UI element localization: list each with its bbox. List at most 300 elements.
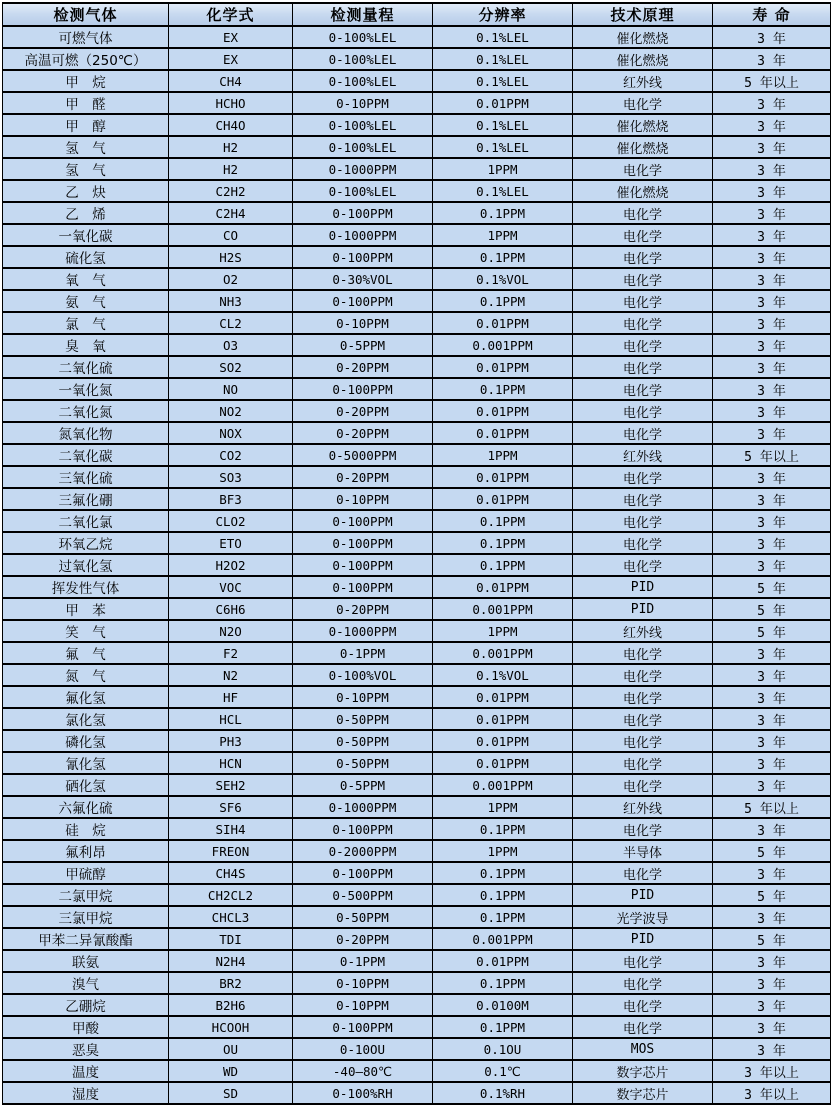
principle-cell: 电化学	[573, 664, 713, 686]
range-cell: 0-100%LEL	[293, 180, 433, 202]
table-row	[3, 180, 831, 202]
lifespan-cell: 3 年	[713, 26, 831, 48]
range-cell: 0-1PPM	[293, 950, 433, 972]
formula-cell: N2	[169, 664, 293, 686]
table-row	[3, 334, 831, 356]
resolution-cell: 1PPM	[433, 224, 573, 246]
gas-name-cell: 氰化氢	[3, 752, 169, 774]
principle-cell: PID	[573, 598, 713, 620]
gas-name-cell: 可燃气体	[3, 26, 169, 48]
lifespan-cell: 3 年	[713, 180, 831, 202]
resolution-cell: 1PPM	[433, 444, 573, 466]
lifespan-cell: 3 年	[713, 950, 831, 972]
table-row	[3, 752, 831, 774]
formula-cell: BR2	[169, 972, 293, 994]
range-cell: 0-10PPM	[293, 312, 433, 334]
gas-name-cell: 氧 气	[3, 268, 169, 290]
table-row	[3, 796, 831, 818]
lifespan-cell: 3 年	[713, 510, 831, 532]
lifespan-cell: 3 年	[713, 972, 831, 994]
gas-name-cell: 二氧化碳	[3, 444, 169, 466]
resolution-cell: 0.1PPM	[433, 906, 573, 928]
range-cell: 0-100%LEL	[293, 136, 433, 158]
range-cell: 0-1000PPM	[293, 620, 433, 642]
lifespan-cell: 3 年	[713, 554, 831, 576]
principle-cell: PID	[573, 576, 713, 598]
principle-cell: PID	[573, 884, 713, 906]
resolution-cell: 0.1PPM	[433, 884, 573, 906]
lifespan-cell: 5 年	[713, 840, 831, 862]
lifespan-cell: 5 年以上	[713, 70, 831, 92]
gas-name-cell: 湿度	[3, 1082, 169, 1104]
gas-name-cell: 甲苯二异氰酸酯	[3, 928, 169, 950]
formula-cell: O2	[169, 268, 293, 290]
lifespan-cell: 5 年	[713, 884, 831, 906]
principle-cell: 电化学	[573, 334, 713, 356]
lifespan-cell: 3 年	[713, 906, 831, 928]
resolution-cell: 0.1PPM	[433, 378, 573, 400]
principle-cell: 电化学	[573, 422, 713, 444]
lifespan-cell: 3 年	[713, 730, 831, 752]
formula-cell: HCN	[169, 752, 293, 774]
gas-name-cell: 氢 气	[3, 158, 169, 180]
table-header	[3, 3, 831, 26]
formula-cell: NO	[169, 378, 293, 400]
resolution-cell: 0.01PPM	[433, 752, 573, 774]
range-cell: 0-100PPM	[293, 862, 433, 884]
gas-name-cell: 笑 气	[3, 620, 169, 642]
principle-cell: 催化燃烧	[573, 136, 713, 158]
principle-cell: MOS	[573, 1038, 713, 1060]
lifespan-cell: 3 年	[713, 752, 831, 774]
formula-cell: H2	[169, 158, 293, 180]
principle-cell: 电化学	[573, 1016, 713, 1038]
range-cell: 0-30%VOL	[293, 268, 433, 290]
lifespan-cell: 5 年	[713, 576, 831, 598]
formula-cell: SO2	[169, 356, 293, 378]
resolution-cell: 0.01PPM	[433, 400, 573, 422]
range-cell: 0-100%LEL	[293, 114, 433, 136]
gas-name-cell: 氯化氢	[3, 708, 169, 730]
resolution-cell: 1PPM	[433, 620, 573, 642]
resolution-cell: 0.1%LEL	[433, 114, 573, 136]
formula-cell: FREON	[169, 840, 293, 862]
range-cell: 0-20PPM	[293, 928, 433, 950]
gas-name-cell: 溴气	[3, 972, 169, 994]
principle-cell: 数字芯片	[573, 1060, 713, 1082]
lifespan-cell: 5 年以上	[713, 444, 831, 466]
lifespan-cell: 3 年	[713, 994, 831, 1016]
table-row	[3, 730, 831, 752]
table-row	[3, 114, 831, 136]
gas-name-cell: 三氯甲烷	[3, 906, 169, 928]
column-header-formula: 化学式	[169, 3, 293, 26]
range-cell: 0-10PPM	[293, 972, 433, 994]
resolution-cell: 0.1PPM	[433, 554, 573, 576]
formula-cell: H2O2	[169, 554, 293, 576]
table-row	[3, 1038, 831, 1060]
principle-cell: 电化学	[573, 510, 713, 532]
formula-cell: CO	[169, 224, 293, 246]
formula-cell: WD	[169, 1060, 293, 1082]
lifespan-cell: 3 年	[713, 532, 831, 554]
formula-cell: HF	[169, 686, 293, 708]
formula-cell: EX	[169, 48, 293, 70]
range-cell: 0-1000PPM	[293, 796, 433, 818]
gas-name-cell: 三氟化硼	[3, 488, 169, 510]
resolution-cell: 0.01PPM	[433, 950, 573, 972]
resolution-cell: 0.1%VOL	[433, 664, 573, 686]
column-header-principle: 技术原理	[573, 3, 713, 26]
principle-cell: 电化学	[573, 224, 713, 246]
table-row	[3, 202, 831, 224]
lifespan-cell: 3 年	[713, 202, 831, 224]
gas-name-cell: 高温可燃（250℃）	[3, 48, 169, 70]
resolution-cell: 0.01PPM	[433, 708, 573, 730]
gas-name-cell: 氮氧化物	[3, 422, 169, 444]
table-row	[3, 664, 831, 686]
formula-cell: EX	[169, 26, 293, 48]
table-row	[3, 70, 831, 92]
gas-name-cell: 乙硼烷	[3, 994, 169, 1016]
principle-cell: 电化学	[573, 400, 713, 422]
gas-name-cell: 二氧化氯	[3, 510, 169, 532]
resolution-cell: 0.1%LEL	[433, 48, 573, 70]
gas-name-cell: 二氧化硫	[3, 356, 169, 378]
gas-name-cell: 乙 烯	[3, 202, 169, 224]
formula-cell: N2H4	[169, 950, 293, 972]
lifespan-cell: 3 年	[713, 1016, 831, 1038]
lifespan-cell: 3 年	[713, 136, 831, 158]
formula-cell: C2H2	[169, 180, 293, 202]
gas-name-cell: 硫化氢	[3, 246, 169, 268]
formula-cell: NOX	[169, 422, 293, 444]
table-row	[3, 246, 831, 268]
range-cell: 0-100PPM	[293, 290, 433, 312]
range-cell: 0-1PPM	[293, 642, 433, 664]
range-cell: 0-100%LEL	[293, 48, 433, 70]
lifespan-cell: 3 年	[713, 862, 831, 884]
gas-name-cell: 磷化氢	[3, 730, 169, 752]
principle-cell: 电化学	[573, 752, 713, 774]
formula-cell: SIH4	[169, 818, 293, 840]
table-row	[3, 554, 831, 576]
range-cell: 0-100PPM	[293, 202, 433, 224]
range-cell: 0-5000PPM	[293, 444, 433, 466]
resolution-cell: 0.1%LEL	[433, 136, 573, 158]
table-row	[3, 928, 831, 950]
formula-cell: C2H4	[169, 202, 293, 224]
principle-cell: 催化燃烧	[573, 48, 713, 70]
range-cell: 0-10PPM	[293, 994, 433, 1016]
table-row	[3, 576, 831, 598]
range-cell: 0-20PPM	[293, 356, 433, 378]
resolution-cell: 0.1PPM	[433, 862, 573, 884]
range-cell: 0-10PPM	[293, 488, 433, 510]
formula-cell: SEH2	[169, 774, 293, 796]
range-cell: 0-100%LEL	[293, 70, 433, 92]
table-row	[3, 224, 831, 246]
gas-name-cell: 甲 醛	[3, 92, 169, 114]
table-row	[3, 48, 831, 70]
gas-name-cell: 联氨	[3, 950, 169, 972]
range-cell: 0-1000PPM	[293, 158, 433, 180]
principle-cell: 红外线	[573, 444, 713, 466]
table-row	[3, 1082, 831, 1104]
table-row	[3, 994, 831, 1016]
lifespan-cell: 3 年	[713, 708, 831, 730]
range-cell: 0-10PPM	[293, 686, 433, 708]
range-cell: 0-50PPM	[293, 752, 433, 774]
lifespan-cell: 3 年	[713, 422, 831, 444]
table-row	[3, 818, 831, 840]
principle-cell: 数字芯片	[573, 1082, 713, 1104]
lifespan-cell: 3 年	[713, 686, 831, 708]
range-cell: 0-100%RH	[293, 1082, 433, 1104]
resolution-cell: 0.1%LEL	[433, 70, 573, 92]
resolution-cell: 0.1OU	[433, 1038, 573, 1060]
resolution-cell: 0.01PPM	[433, 92, 573, 114]
resolution-cell: 0.1PPM	[433, 290, 573, 312]
resolution-cell: 0.01PPM	[433, 466, 573, 488]
principle-cell: 电化学	[573, 554, 713, 576]
lifespan-cell: 3 年	[713, 356, 831, 378]
formula-cell: PH3	[169, 730, 293, 752]
resolution-cell: 0.01PPM	[433, 730, 573, 752]
gas-name-cell: 二氯甲烷	[3, 884, 169, 906]
lifespan-cell: 3 年	[713, 290, 831, 312]
lifespan-cell: 3 年	[713, 334, 831, 356]
range-cell: 0-100%LEL	[293, 26, 433, 48]
principle-cell: 电化学	[573, 202, 713, 224]
range-cell: 0-20PPM	[293, 422, 433, 444]
gas-name-cell: 二氧化氮	[3, 400, 169, 422]
gas-name-cell: 氮 气	[3, 664, 169, 686]
gas-name-cell: 温度	[3, 1060, 169, 1082]
lifespan-cell: 5 年	[713, 598, 831, 620]
resolution-cell: 0.1PPM	[433, 972, 573, 994]
formula-cell: CH4	[169, 70, 293, 92]
range-cell: 0-10PPM	[293, 92, 433, 114]
gas-name-cell: 甲硫醇	[3, 862, 169, 884]
principle-cell: 电化学	[573, 730, 713, 752]
principle-cell: 电化学	[573, 290, 713, 312]
gas-name-cell: 氟 气	[3, 642, 169, 664]
lifespan-cell: 3 年	[713, 1038, 831, 1060]
formula-cell: SF6	[169, 796, 293, 818]
resolution-cell: 0.1PPM	[433, 246, 573, 268]
lifespan-cell: 5 年	[713, 928, 831, 950]
formula-cell: HCL	[169, 708, 293, 730]
gas-name-cell: 乙 炔	[3, 180, 169, 202]
range-cell: 0-50PPM	[293, 906, 433, 928]
gas-name-cell: 恶臭	[3, 1038, 169, 1060]
principle-cell: 电化学	[573, 532, 713, 554]
principle-cell: 电化学	[573, 862, 713, 884]
column-header-gas: 检测气体	[3, 3, 169, 26]
table-row	[3, 510, 831, 532]
column-header-range: 检测量程	[293, 3, 433, 26]
gas-name-cell: 氢 气	[3, 136, 169, 158]
range-cell: 0-100PPM	[293, 510, 433, 532]
formula-cell: H2	[169, 136, 293, 158]
lifespan-cell: 3 年	[713, 400, 831, 422]
range-cell: 0-2000PPM	[293, 840, 433, 862]
principle-cell: 催化燃烧	[573, 180, 713, 202]
table-row	[3, 840, 831, 862]
principle-cell: PID	[573, 928, 713, 950]
resolution-cell: 0.1PPM	[433, 818, 573, 840]
lifespan-cell: 5 年	[713, 620, 831, 642]
range-cell: 0-100PPM	[293, 554, 433, 576]
range-cell: 0-20PPM	[293, 466, 433, 488]
range-cell: 0-5PPM	[293, 774, 433, 796]
resolution-cell: 0.1%LEL	[433, 180, 573, 202]
column-header-lifespan: 寿 命	[713, 3, 831, 26]
gas-name-cell: 氯 气	[3, 312, 169, 334]
gas-name-cell: 过氧化氢	[3, 554, 169, 576]
table-row	[3, 1016, 831, 1038]
lifespan-cell: 3 年	[713, 224, 831, 246]
formula-cell: CH4S	[169, 862, 293, 884]
range-cell: 0-100PPM	[293, 246, 433, 268]
formula-cell: SO3	[169, 466, 293, 488]
principle-cell: 电化学	[573, 158, 713, 180]
range-cell: 0-100PPM	[293, 576, 433, 598]
range-cell: 0-100%VOL	[293, 664, 433, 686]
resolution-cell: 0.1PPM	[433, 532, 573, 554]
lifespan-cell: 3 年	[713, 664, 831, 686]
resolution-cell: 1PPM	[433, 796, 573, 818]
range-cell: 0-100PPM	[293, 378, 433, 400]
resolution-cell: 0.0100M	[433, 994, 573, 1016]
range-cell: 0-10OU	[293, 1038, 433, 1060]
principle-cell: 电化学	[573, 246, 713, 268]
range-cell: 0-100PPM	[293, 1016, 433, 1038]
formula-cell: B2H6	[169, 994, 293, 1016]
resolution-cell: 0.1PPM	[433, 1016, 573, 1038]
principle-cell: 电化学	[573, 356, 713, 378]
formula-cell: O3	[169, 334, 293, 356]
principle-cell: 光学波导	[573, 906, 713, 928]
formula-cell: NO2	[169, 400, 293, 422]
principle-cell: 电化学	[573, 488, 713, 510]
principle-cell: 电化学	[573, 994, 713, 1016]
table-row	[3, 686, 831, 708]
principle-cell: 红外线	[573, 620, 713, 642]
gas-name-cell: 氟利昂	[3, 840, 169, 862]
resolution-cell: 0.1℃	[433, 1060, 573, 1082]
lifespan-cell: 3 年	[713, 378, 831, 400]
formula-cell: BF3	[169, 488, 293, 510]
table-row	[3, 312, 831, 334]
range-cell: 0-500PPM	[293, 884, 433, 906]
gas-name-cell: 一氧化碳	[3, 224, 169, 246]
principle-cell: 电化学	[573, 642, 713, 664]
range-cell: 0-50PPM	[293, 708, 433, 730]
formula-cell: CO2	[169, 444, 293, 466]
principle-cell: 催化燃烧	[573, 26, 713, 48]
lifespan-cell: 3 年	[713, 92, 831, 114]
principle-cell: 电化学	[573, 92, 713, 114]
table-row	[3, 862, 831, 884]
formula-cell: HCOOH	[169, 1016, 293, 1038]
formula-cell: VOC	[169, 576, 293, 598]
table-body	[3, 26, 831, 1104]
principle-cell: 电化学	[573, 972, 713, 994]
gas-name-cell: 甲 醇	[3, 114, 169, 136]
principle-cell: 半导体	[573, 840, 713, 862]
principle-cell: 电化学	[573, 268, 713, 290]
resolution-cell: 0.01PPM	[433, 686, 573, 708]
resolution-cell: 0.01PPM	[433, 312, 573, 334]
lifespan-cell: 3 年	[713, 818, 831, 840]
lifespan-cell: 3 年	[713, 488, 831, 510]
gas-name-cell: 硅 烷	[3, 818, 169, 840]
lifespan-cell: 3 年	[713, 158, 831, 180]
principle-cell: 红外线	[573, 70, 713, 92]
formula-cell: CH2CL2	[169, 884, 293, 906]
lifespan-cell: 3 年	[713, 268, 831, 290]
range-cell: 0-100PPM	[293, 818, 433, 840]
header-row	[3, 3, 831, 26]
resolution-cell: 1PPM	[433, 158, 573, 180]
range-cell: 0-20PPM	[293, 400, 433, 422]
resolution-cell: 0.1PPM	[433, 202, 573, 224]
table-row	[3, 400, 831, 422]
table-row	[3, 444, 831, 466]
table-row	[3, 268, 831, 290]
lifespan-cell: 3 年	[713, 246, 831, 268]
table-row	[3, 466, 831, 488]
lifespan-cell: 3 年	[713, 466, 831, 488]
resolution-cell: 0.01PPM	[433, 576, 573, 598]
principle-cell: 电化学	[573, 774, 713, 796]
gas-name-cell: 甲 苯	[3, 598, 169, 620]
formula-cell: CHCL3	[169, 906, 293, 928]
lifespan-cell: 3 年以上	[713, 1082, 831, 1104]
gas-name-cell: 硒化氢	[3, 774, 169, 796]
formula-cell: H2S	[169, 246, 293, 268]
table-row	[3, 774, 831, 796]
formula-cell: HCHO	[169, 92, 293, 114]
table-row	[3, 906, 831, 928]
resolution-cell: 1PPM	[433, 840, 573, 862]
range-cell: 0-1000PPM	[293, 224, 433, 246]
gas-name-cell: 环氧乙烷	[3, 532, 169, 554]
principle-cell: 电化学	[573, 312, 713, 334]
gas-sensor-spec-table	[2, 2, 831, 1105]
lifespan-cell: 3 年	[713, 312, 831, 334]
table-row	[3, 532, 831, 554]
table-row	[3, 422, 831, 444]
formula-cell: CLO2	[169, 510, 293, 532]
table-row	[3, 290, 831, 312]
table-row	[3, 598, 831, 620]
resolution-cell: 0.1PPM	[433, 510, 573, 532]
principle-cell: 电化学	[573, 378, 713, 400]
gas-name-cell: 臭 氧	[3, 334, 169, 356]
range-cell: 0-5PPM	[293, 334, 433, 356]
lifespan-cell: 3 年	[713, 642, 831, 664]
formula-cell: TDI	[169, 928, 293, 950]
lifespan-cell: 3 年	[713, 774, 831, 796]
gas-name-cell: 甲酸	[3, 1016, 169, 1038]
formula-cell: SD	[169, 1082, 293, 1104]
table-row	[3, 972, 831, 994]
formula-cell: CH4O	[169, 114, 293, 136]
range-cell: 0-100PPM	[293, 532, 433, 554]
